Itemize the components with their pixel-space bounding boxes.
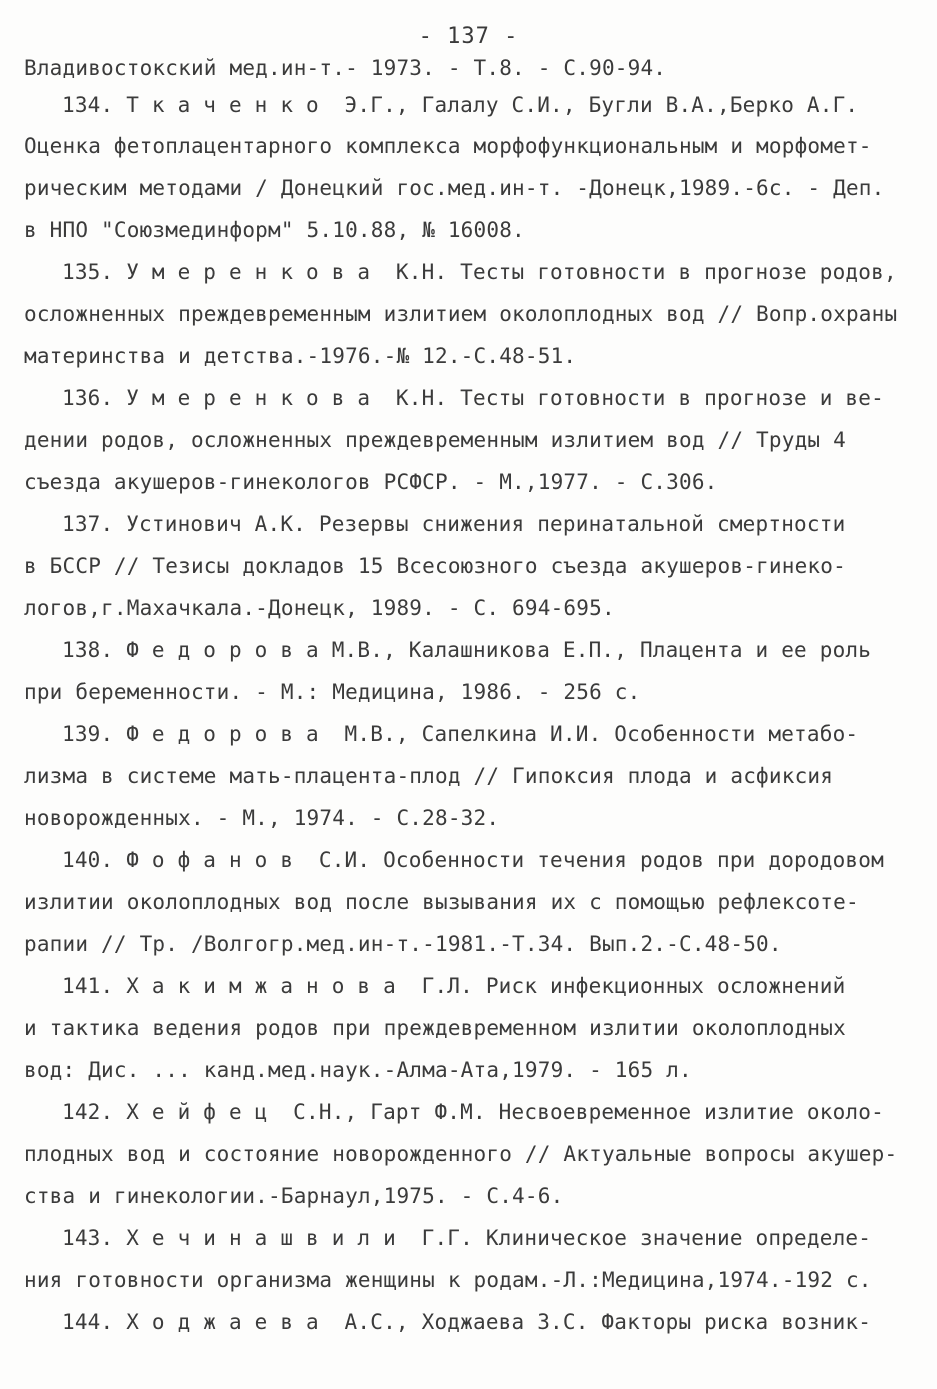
text-line: 135. У м е р е н к о в а К.Н. Тесты готовности в прогнозе родов, [62, 260, 897, 284]
page-number: - 137 - [418, 24, 519, 49]
text-line: 138. Ф е д о р о в а М.В., Калашникова Е.П., Плацента и ее роль [62, 638, 872, 662]
text-line: рическим методами / Донецкий гос.мед.ин-т. -Донецк,1989.-6с. - Деп. [24, 176, 885, 200]
text-line: новорожденных. - М., 1974. - С.28-32. [24, 806, 500, 830]
text-line: лизма в системе мать-плацента-плод // Гипоксия плода и асфиксия [24, 764, 834, 788]
text-line: 136. У м е р е н к о в а К.Н. Тесты готовности в прогнозе и ве- [62, 386, 884, 410]
text-line: ства и гинекологии.-Барнаул,1975. - С.4-6. [24, 1184, 564, 1208]
text-line: ния готовности организма женщины к родам.-Л.:Медицина,1974.-192 с. [24, 1268, 872, 1292]
text-line: и тактика ведения родов при преждевременном излитии околоплодных [24, 1016, 846, 1040]
text-line: 134. Т к а ч е н к о Э.Г., Галалу С.И., Бугли В.А.,Берко А.Г. [62, 93, 859, 117]
text-line: при беременности. - М.: Медицина, 1986. - 256 с. [24, 680, 641, 704]
text-line: 137. Устинович А.К. Резервы снижения перинатальной смертности [62, 512, 846, 536]
text-line: 140. Ф о ф а н о в С.И. Особенности течения родов при дородовом [62, 848, 884, 872]
text-line: в БССР // Тезисы докладов 15 Всесоюзного съезда акушеров-гинеко- [24, 554, 846, 578]
text-line: Оценка фетоплацентарного комплекса морфофункциональным и морфомет- [24, 134, 872, 158]
text-line: съезда акушеров-гинекологов РСФСР. - М.,1977. - С.306. [24, 470, 718, 494]
text-line: 144. Х о д ж а е в а А.С., Ходжаева З.С. Факторы риска возник- [62, 1310, 872, 1334]
text-line: плодных вод и состояние новорожденного // Актуальные вопросы акушер- [24, 1142, 898, 1166]
text-line: логов,г.Махачкала.-Донецк, 1989. - С. 694-695. [24, 596, 615, 620]
text-line: 139. Ф е д о р о в а М.В., Сапелкина И.И. Особенности метабо- [62, 722, 859, 746]
text-line: рапии // Тр. /Волгогр.мед.ин-т.-1981.-Т.34. Вып.2.-С.48-50. [24, 932, 782, 956]
text-line: излитии околоплодных вод после вызывания их с помощью рефлексоте- [24, 890, 859, 914]
text-line: в НПО "Союзмединформ" 5.10.88, № 16008. [24, 218, 525, 242]
text-line: 142. Х е й ф е ц С.Н., Гарт Ф.М. Несвоевременное излитие около- [62, 1100, 884, 1124]
text-line: 141. Х а к и м ж а н о в а Г.Л. Риск инфекционных осложнений [62, 974, 846, 998]
text-line: вод: Дис. ... канд.мед.наук.-Алма-Ата,1979. - 165 л. [24, 1058, 692, 1082]
text-line: материнства и детства.-1976.-№ 12.-С.48-51. [24, 344, 577, 368]
text-line: дении родов, осложненных преждевременным излитием вод // Труды 4 [24, 428, 846, 452]
text-line: 143. Х е ч и н а ш в и л и Г.Г. Клиническое значение определе- [62, 1226, 872, 1250]
text-line: осложненных преждевременным излитием околоплодных вод // Вопр.охраны [24, 302, 898, 326]
text-line: Владивостокский мед.ин-т.- 1973. - Т.8. - С.90-94. [24, 56, 667, 80]
